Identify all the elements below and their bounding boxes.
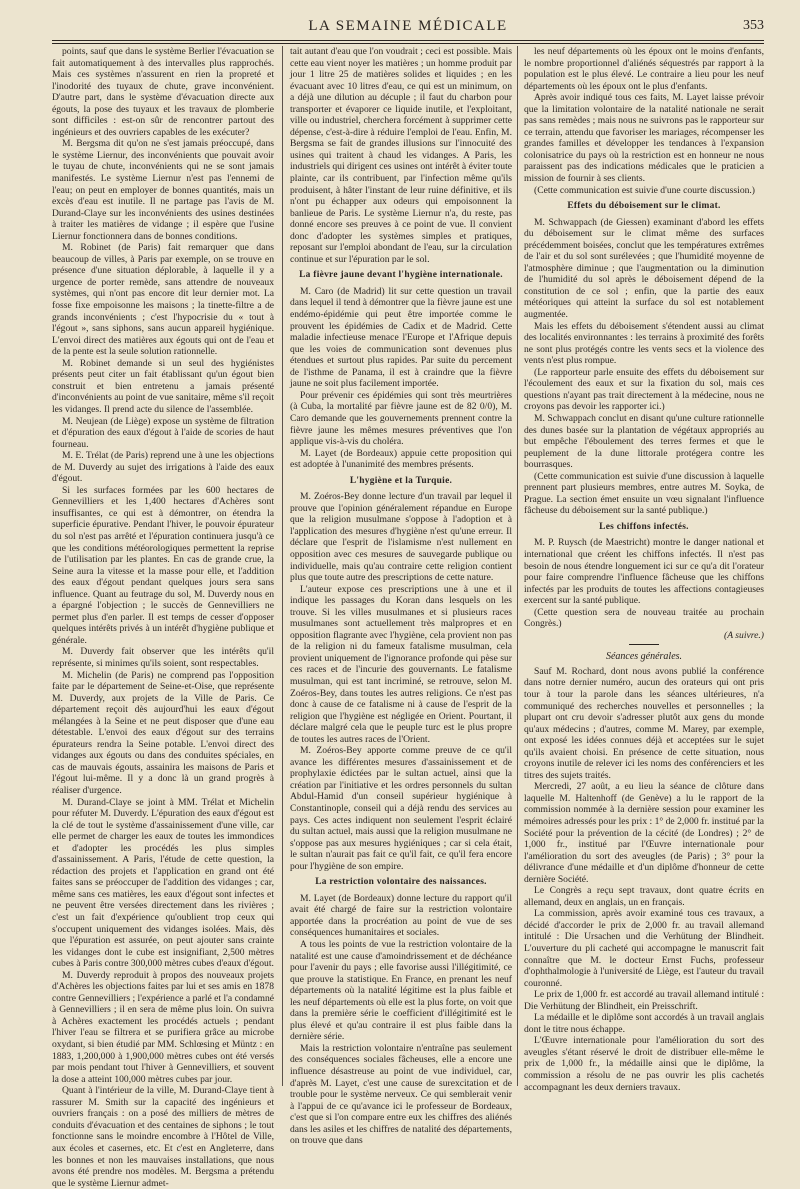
paragraph: M. Schwappach conclut en disant qu'une culture rationnelle des dunes basée sur la plantation de végétaux appropriés au but empêche l'éboulement des terres fermes et que le peuplement de la dune littorale protégera contre les bourrasques.: [524, 412, 764, 471]
column-1: [52, 46, 274, 1189]
paragraph: (Cette communication est suivie d'une courte discussion.): [534, 184, 756, 196]
paragraph: les neuf départements où les époux ont le moins d'enfants, le nombre proportionnel d'aliénés séquestrés par rapport à la population est le plus élevé. Le contraire a lieu pour les neuf départements où les époux ont le plus d'enfants.: [524, 46, 764, 92]
paragraph: M. Bergsma dit qu'on ne s'est jamais préoccupé, dans le système Liernur, des inconvénients que pouvait avoir le tuyau de chute, inconvénients qui ne se sont jamais manifestés. Le système Liernur n'est pas l'ennemi de l'eau; on peut en employer de bonnes quantités, mais un excès d'eau est inutile. Il ne partage pas l'avis de M. Durand-Claye sur les inconvénients des usines destinées à traiter les matières de vidange ; il espère que l'usine Liernur fonctionnera dans de bonnes conditions.: [52, 138, 274, 242]
paragraph: Le Congrès a reçu sept travaux, dont quatre écrits en allemand, deux en anglais, un en français.: [524, 885, 764, 908]
paragraph: La commission, après avoir examiné tous ces travaux, a décidé d'accorder le prix de 2,000 fr. au travail allemand intitulé : Die Ursachen und die Verhütung der Blindheit. L'ouverture du pli cacheté qui accompagne le manuscrit fait connaître que M. le docteur Ernst Fuchs, professeur d'ophthalmologie à l'université de Liège, est l'auteur du travail couronné.: [524, 908, 764, 989]
paragraph: Pour prévenir ces épidémies qui sont très meurtrières (à Cuba, la mortalité par fièvre jaune est de 82 0/0), M. Caro demande que les gouvernements prennent contre la fièvre jaune les mêmes mesures préventives que l'on applique vis-à-vis du choléra.: [290, 389, 512, 448]
page-header: [52, 4, 764, 40]
section-heading: Effets du déboisement sur le climat.: [567, 201, 721, 212]
paragraph: M. Layet (de Bordeaux) appuie cette proposition qui est adoptée à l'unanimité des membres présents.: [290, 447, 512, 471]
paragraph: tait autant d'eau que l'on voudrait ; ceci est possible. Mais cette eau vient noyer les matières ; un homme produit par jour 1 litre 25 de matières solides et liquides ; en les évacuant avec 10 litres d'eau, ce qui est un minimum, on a déjà une dilution au décuple ; il faut du charbon pour transporter et évaporer ce liquide inutile, et l'exploitant, ville ou industriel, cherchera forcément à supprimer cette dépense, c'est-à-dire à réduire l'emploi de l'eau. Enfin, M. Bergsma se fait de grandes illusions sur l'innocuité des usines qui traitent à chaud les vidanges. A Paris, les industriels qui dirigent ces usines ont intérêt à éviter toute plainte, car ils contribuent, par l'infection même qu'ils produisent, à hâter l'instant de leur ruine définitive, et ils n'ont pu échapper aux odeurs qui empoisonnent la banlieue de Paris. Le système Liernur n'a, du reste, pas donné encore ses preuves à ce point de vue. Il convient donc d'adopter les systèmes simples et pratiques, reposant sur l'emploi abondant de l'eau, sur la circulation continue et sur l'épuration par le sol.: [290, 46, 512, 265]
header-rule-thin: [52, 43, 764, 44]
paragraph: M. E. Trélat (de Paris) reprend une à une les objections de M. Duverdy au sujet des irrigations à l'aide des eaux d'égout.: [52, 450, 274, 485]
paragraph: M. Layet (de Bordeaux) donne lecture du rapport qu'il avait été chargé de faire sur la restriction volontaire apportée dans la procréation au point de vue de ses conséquences humanitaires et sociales.: [290, 892, 512, 939]
header-rule: [52, 40, 764, 41]
paragraph: M. Zoéros-Bey donne lecture d'un travail par lequel il prouve que l'opinion généralement répandue en Europe que la religion musulmane s'oppose à l'adoption et à l'application des mesures d'hygiène n'est qu'une erreur. Il déclare que l'esprit de l'islamisme n'est nullement en opposition avec ces mesures de sauvegarde publique ou individuelle, mais qu'au contraire cette religion contient plus que toute autre des prescriptions de cette nature.: [290, 491, 512, 584]
journal-title: LA SEMAINE MÉDICALE: [308, 18, 508, 34]
page-number: 353: [743, 18, 764, 33]
paragraph: Mercredi, 27 août, a eu lieu la séance de clôture dans laquelle M. Haltenhoff (de Genève) a lu le rapport de la commission nommée à la dernière session pour examiner les mémoires adressés pour les prix : 1° de 2,000 fr. institué par la Société pour la prévention de la cécité (de Londres) ; 2° de 1,000 fr., institué par l'Œuvre internationale pour l'amélioration du sort des aveugles (de Paris) ; 3° pour la délivrance d'une médaille et d'un diplôme d'honneur de cette dernière Société.: [524, 781, 764, 885]
paragraph: (Cette communication est suivie d'une discussion à laquelle prennent part plusieurs membres, entre autres M. Soyka, de Prague. La section émet ensuite un vœu signalant l'influence fâcheuse du déboisement sur la santé publique.): [524, 470, 764, 517]
paragraph: M. Caro (de Madrid) lit sur cette question un travail dans lequel il tend à démontrer que la fièvre jaune est une endémo-épidémie qui peut être importée comme le prouvent les épidémies de Cadix et de Madrid. Cette maladie infectieuse menace l'Europe et l'Afrique depuis que les voies de communication sont devenues plus étendues et surtout plus rapides. Par suite du percement de l'isthme de Panama, il est à craindre que la fièvre jaune ne soit plus facilement importée.: [290, 285, 512, 390]
separator: [629, 644, 659, 645]
paragraph: M. Michelin (de Paris) ne comprend pas l'opposition faite par le département de Seine-et-Oise, que représente M. Duverdy, aux projets de la Ville de Paris. Ce département reçoit dès aujourd'hui les eaux d'égout mélangées à la Seine et ne peut disposer que d'une eau détestable. L'envoi des eaux d'égout sur des terrains épurateurs rendra la Seine potable. L'envoi direct des vidanges aux égouts ou dans des conduites spéciales, en cas de mauvais égouts, assainira les maisons de Paris et l'égout lui-même. Il y a donc là un grand progrès à réaliser d'urgence.: [52, 669, 274, 796]
paragraph: L'Œuvre internationale pour l'amélioration du sort des aveugles s'étant réservé le droit de distribuer elle-même le prix de 1,000 fr., la médaille ainsi que le diplôme, la commission a résolu de ne pas ouvrir les plis cachetés accompagnant les deux derniers travaux.: [524, 1035, 764, 1093]
paragraph: M. Duverdy reproduit à propos des nouveaux projets d'Achères les objections faites par lui et ses amis en 1878 contre Gennevilliers ; l'expérience a parlé et l'a condamné à Gennevilliers ; il en sera de même plus loin. On suivra à Achères exactement les procédés actuels ; pendant l'hiver l'eau se filtrera et se purifiera grâce au microbe oxydant, si bien étudié par MM. Schlœsing et Müntz : en 1883, 1,200,000 à 1,900,000 mètres cubes ont été versés par mois pendant tout l'hiver à Gennevilliers, et souvent la dose a atteint 100,000 mètres cubes par jour.: [52, 969, 274, 1085]
paragraph: (Le rapporteur parle ensuite des effets du déboisement sur l'écoulement des eaux et sur la fixation du sol, mais ces questions n'ayant pas trait directement à la médecine, nous ne croyons pas devoir les rapporter ici.): [524, 366, 764, 413]
paragraph: M. P. Ruysch (de Maestricht) montre le danger national et international que créent les chiffons infectés. Il n'est pas besoin de nous étendre longuement ici sur ce qu'a dit l'orateur pour faire comprendre l'influence fâcheuse que les chiffons infectés par les produits de toutes les affections contagieuses exercent sur la santé publique.: [524, 537, 764, 607]
to-be-continued: (A suivre.): [724, 629, 764, 641]
section-heading: L'hygiène et la Turquie.: [349, 475, 453, 486]
paragraph: points, sauf que dans le système Berlier l'évacuation se fait automatiquement à des intervalles plus rapprochés. Mais ces systèmes n'assurent en rien la propreté et l'inodorité des tuyaux de chute, grave inconvénient. D'autre part, dans le système d'évacuation directe aux égouts, la pose des tuyaux et les travaux de plomberie sont difficiles : est-on sûr de rencontrer partout des ingénieurs et des ouvriers capables de les exécuter?: [52, 46, 274, 138]
paragraph: M. Robinet demande si un seul des hygiénistes présents peut citer un fait établissant qu'un égout bien construit et bien entretenu a jamais présenté d'inconvénients au point de vue sanitaire, même s'il reçoit les vidanges. Il prend acte du silence de l'assemblée.: [52, 357, 274, 415]
column-3: [524, 46, 764, 1093]
paragraph: Mais la restriction volontaire n'entraîne pas seulement des conséquences sociales fâcheuses, elle a encore une influence désastreuse au point de vue individuel, car, d'après M. Layet, c'est une cause de surexcitation et de trouble pour le système nerveux. Ce qui semblerait venir à l'appui de ce qu'avance ici le professeur de Bordeaux, c'est que si l'on compare entre eux les chiffres des aliénés dans les asiles et les chiffres de natalité des départements, on trouve que dans: [290, 1042, 512, 1147]
paragraph: (Cette question sera de nouveau traitée au prochain Congrès.): [524, 606, 764, 630]
column-divider: [282, 46, 283, 1086]
paragraph: Le prix de 1,000 fr. est accordé au travail allemand intitulé : Die Verhütung der Blindheit, ein Preisschrift.: [524, 989, 764, 1012]
paragraph: Sauf M. Rochard, dont nous avons publié la conférence dans notre dernier numéro, aucun des orateurs qui ont pris tour à tour la parole dans les séances ultérieures, n'a communiqué des recherches nouvelles et personnelles ; la plupart ont cru devoir s'adresser plutôt aux gens du monde qu'aux médecins ; d'autres, comme M. Marey, par exemple, ont exposé les idées connues déjà et acceptées sur le sujet qu'ils avaient choisi. En présence de cette situation, nous croyons inutile de relever ici les noms des conférenciers et les titres des sujets traités.: [524, 665, 764, 781]
paragraph: Après avoir indiqué tous ces faits, M. Layet laisse prévoir que la limitation volontaire de la natalité nationale ne serait pas sans remèdes ; mais nous ne suivrons pas le rapporteur sur ce terrain, attendu que favoriser les mariages, récompenser les grandes familles et développer les tendances à l'expansion colonisatrice du pays où la restriction est en honneur ne nous paraissent pas des indications médicales que le praticien a mission de fournir à ses clients.: [524, 92, 764, 185]
paragraph: M. Durand-Claye se joint à MM. Trélat et Michelin pour réfuter M. Duverdy. L'épuration des eaux d'égout est la clé de tout le système d'assainissement d'une ville, car elle permet de charger les eaux de toutes les immondices et d'adopter les procédés les plus simples d'assainissement. A Paris, l'étude de cette question, la rédaction des projets et l'application en grand ont été faites sans se préoccuper de l'addition des vidanges ; car, même sans ces matières, les eaux d'égout sont infectes et ne peuvent être versées directement dans les rivières ; c'est un fait d'expérience qu'oublient trop ceux qui s'occupent uniquement des vidanges isolées. Mais, dès que l'épuration est assurée, on peut ajouter sans crainte les vidanges dont le cube est insignifiant, 2,500 mètres cubes à Paris contre 300,000 mètres cubes d'eaux d'égout.: [52, 796, 274, 970]
paragraph: A tous les points de vue la restriction volontaire de la natalité est une cause d'amoindrissement et de déchéance pour l'avenir du pays ; elle favorise aussi l'illégitimité, ce que prouve la statistique. En France, en prenant les neuf départements où la natalité légitime est la plus faible et les neuf départements où elle est la plus forte, on voit que dans la première série le coefficient d'illégitimité est le plus élevé et qu'au contraire il est plus faible dans la dernière série.: [290, 939, 512, 1043]
paragraph: Si les surfaces formées par les 600 hectares de Gennevilliers et les 1,400 hectares d'Achères sont insuffisantes, ce qui est à démontrer, on étendra la superficie épurative. Pendant l'hiver, le pouvoir épurateur du sol n'est pas arrêté et l'épuration continuera jusqu'à ce que les conditions météorologiques permettent la reprise de l'utilisation par les plantes. En cas de grande crue, la Seine aura la vitesse et la masse pour elle, et l'addition des eaux d'égout pendant quelques jours sera sans influence. Quant au feutrage du sol, M. Duverdy nous en a épargné l'objection ; le succès de Gennevilliers ne permet plus d'en parler. Il est temps de cesser d'opposer quelques intérêts privés à un intérêt d'hygiène publique et générale.: [52, 484, 274, 646]
paragraph: Quant à l'intérieur de la ville, M. Durand-Claye tient à rassurer M. Smith sur la capacité des ingénieurs et ouvriers français : on a posé des milliers de mètres de conduits d'évacuation et des centaines de siphons ; le tout fonctionne sans le moindre encombre à l'Hôtel de Ville, aux écoles et casernes, etc. Et c'est en Angleterre, dans les bonnes et non les mauvaises installations, que nous avons été prendre nos modèles. M. Bergsma a prétendu que le système Liernur admet-: [52, 1085, 274, 1189]
paragraph: La médaille et le diplôme sont accordés à un travail anglais dont le titre nous échappe.: [524, 1012, 764, 1035]
section-heading: La restriction volontaire des naissances.: [315, 877, 487, 888]
section-heading: La fièvre jaune devant l'hygiène internationale.: [299, 270, 503, 281]
paragraph: M. Robinet (de Paris) fait remarquer que dans beaucoup de villes, à Paris par exemple, on se trouve en présence d'une situation déplorable, à laquelle il y a urgence de porter remède, sans attendre de nouveaux systèmes, qui n'ont pas encore dit leur dernier mot. La fosse fixe empoisonne les maisons ; la tinette-filtre a de grands inconvénients ; c'est l'hypocrisie du « tout à l'égout », sans siphons, sans aucun appareil hygiénique. L'envoi direct des matières aux égouts qui ont de l'eau et de la pente est la seule solution rationnelle.: [52, 242, 274, 358]
section-heading: Les chiffons infectés.: [599, 521, 689, 532]
paragraph: M. Neujean (de Liège) expose un système de filtration et d'épuration des eaux d'égout à l'aide de scories de haut fourneau.: [52, 415, 274, 450]
section-heading: Séances générales.: [605, 651, 683, 663]
column-divider: [517, 46, 518, 1086]
paragraph: M. Zoéros-Bey apporte comme preuve de ce qu'il avance les différentes mesures d'assainissement et de prophylaxie édictées par le sultan actuel, ainsi que la création par l'initiative et les ordres personnels du sultan Abdul-Hamid d'un conseil supérieur hygiénique à Constantinople, conseil qui a déjà rendu des services au pays. Ces actes indiquent non seulement l'esprit éclairé du sultan actuel, mais aussi que la religion musulmane ne s'oppose pas aux mesures hygiéniques ; car si cela était, le sultan n'aurait pas fait ce qu'il fait, ce qu'il fera encore pour l'hygiène de son empire.: [290, 745, 512, 872]
paragraph: M. Schwappach (de Giessen) examinant d'abord les effets du déboisement sur le climat même des surfaces précédemment boisées, conclut que les températures extrêmes de l'air et du sol sont surélevées ; que l'humidité moyenne de l'atmosphère diminue ; que l'augmentation ou la diminution de l'humidité du sol après le déboisement dépend de la constitution de ce sol ; enfin, que la partie des eaux météoriques qui atteint la surface du sol est notablement augmentée.: [524, 216, 764, 321]
paragraph: M. Duverdy fait observer que les intérêts qu'il représente, si minimes qu'ils soient, sont respectables.: [52, 646, 274, 669]
paragraph: Mais les effets du déboisement s'étendent aussi au climat des localités environnantes : les terrains à proximité des forêts ne sont plus protégés contre les vents secs et la violence des vents n'est plus rompue.: [524, 320, 764, 367]
paragraph: L'auteur expose ces prescriptions une à une et il indique les passages du Koran dans lesquels on les trouve. Si les villes musulmanes et si plusieurs races musulmanes sont actuellement très malpropres et en opposition flagrante avec l'hygiène, cela provient non pas de la religion ni du fameux fatalisme musulman, cela provient uniquement de l'ignorance profonde qui pèse sur ces races et de l'incurie des gouvernants. Le fatalisme musulman, qui est tant incriminé, se retrouve, selon M. Zoéros-Bey, dans toutes les autres religions. Ce n'est pas donc à cause de ce fatalisme ni à cause de l'esprit de la religion que l'hygiène est négligée en Orient. Pourtant, il déclare malgré cela que le peuple turc est le plus propre de toutes les autres races de l'Orient.: [290, 583, 512, 745]
column-2: [290, 46, 512, 1147]
